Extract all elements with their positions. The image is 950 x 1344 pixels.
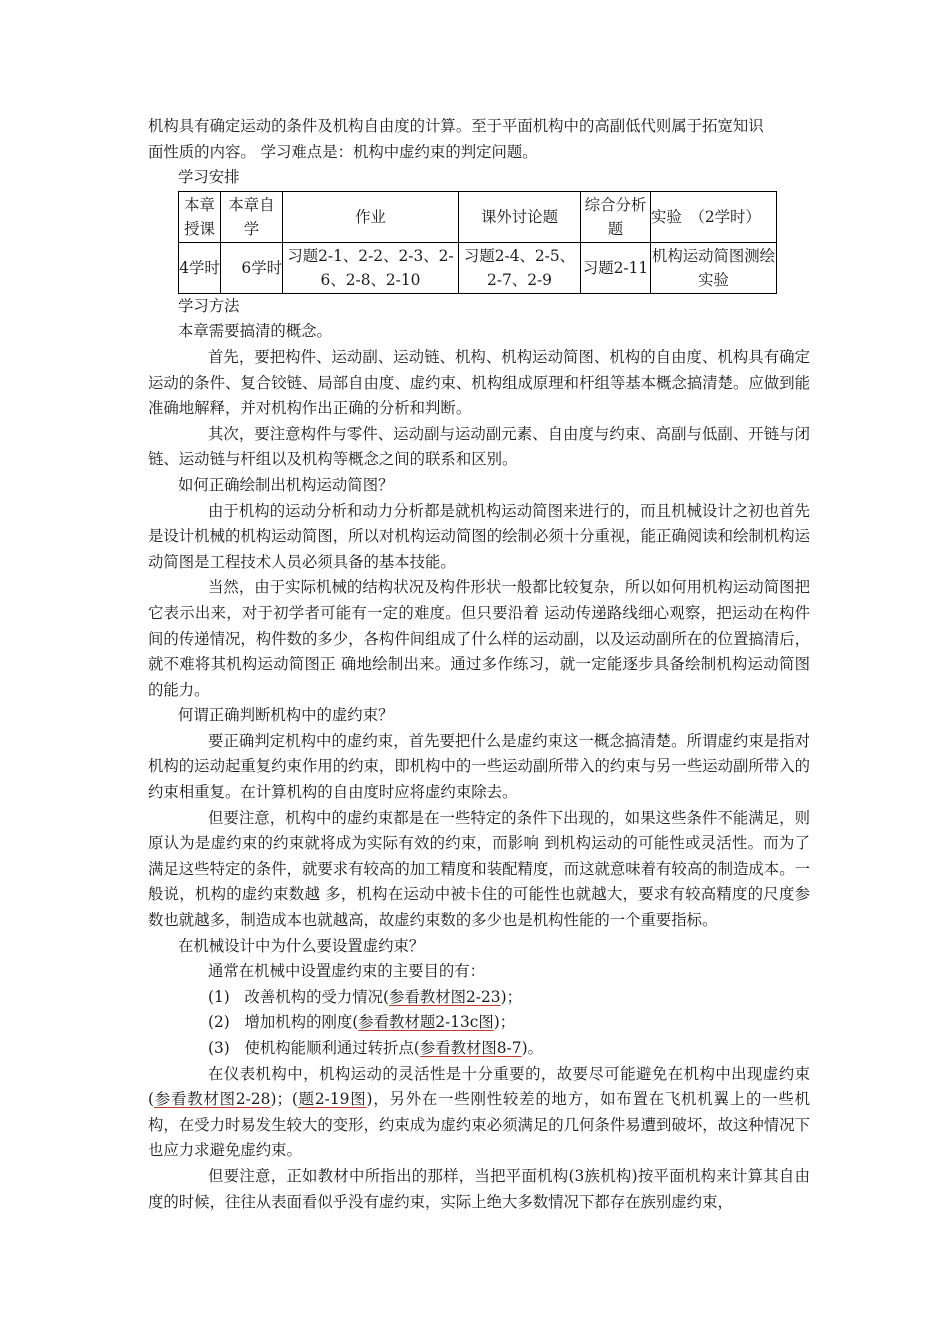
- method-heading: 学习方法: [178, 296, 240, 315]
- study-plan-table: [178, 191, 777, 294]
- instrument-text-a: 在仪表机构中，机构运动的灵活性是十分重要的，故要尽可能避免在机构中出现虚约束(: [148, 1064, 810, 1109]
- instrument-paragraph: [148, 1062, 810, 1164]
- draw-heading: 如何正确绘制出机构运动简图？: [178, 475, 394, 494]
- judge-paragraph-2: 但要注意，机构中的虚约束都是在一些特定的条件下出现的，如果这些条件不能满足，则原认为是虚约束的约束就将成为实际有效的约束，而影响 到机构运动的可能性或灵活性。而为了满足这些特定的条件，就要求有较高的加工精度和装配精度，而这就意味着有较高的制造成本。一般说，机构的虚约束数越 多，机构在运动中被卡住的可能性也就越大，要求有较高精度的尺度参数也就越多，制造成本也就越高，故虚约束数的多少也是机构性能的一个重要指标。: [148, 808, 810, 930]
- table-cell: 4学时: [179, 242, 221, 293]
- why-intro: 通常在机械中设置虚约束的主要目的有：: [208, 962, 486, 981]
- table-cell: 习题2-4、2-5、2-7、2-9: [459, 242, 581, 293]
- instrument-text-b: )；(: [270, 1090, 298, 1109]
- table-cell: 机构运动简图测绘实验: [651, 242, 777, 293]
- list-item-number: (1): [208, 987, 230, 1006]
- list-item-tail: )；: [500, 987, 522, 1006]
- table-header-cell: 实验 （2学时）: [651, 191, 777, 242]
- table-header-cell: 课外讨论题: [459, 191, 581, 242]
- list-item: [148, 1036, 810, 1062]
- last-paragraph: 但要注意，正如教材中所指出的那样，当把平面机构(3族机构)按平面机构来计算其自由度的时候，往往从表面看似乎没有虚约束，实际上绝大多数情况下都存在族别虚约束，: [148, 1166, 810, 1211]
- concepts-paragraph-1: 首先，要把构件、运动副、运动链、机构、机构运动简图、机构的自由度、机构具有确定运动的条件、复合铰链、局部自由度、虚约束、机构组成原理和杆组等基本概念搞清楚。应做到能准确地解释，并对机构作出正确的分析和判断。: [148, 347, 810, 418]
- instrument-text-c: )，另外在一些刚性较差的地方，如布置在飞机机翼上的一些机构，在受力时易发生较大的变形，约束成为虚约束必须满足的几何条件易遭到破坏，故这种情况下也应力求避免虚约束。: [148, 1090, 811, 1160]
- list-item-text: 改善机构的受力情况(: [244, 987, 390, 1006]
- list-item-text: 使机构能顺利通过转折点(: [244, 1039, 420, 1057]
- intro-line-2: 面性质的内容。 学习难点是：机构中虚约束的判定问题。: [148, 142, 538, 161]
- textbook-problem-link[interactable]: 题2-19图: [297, 1090, 367, 1109]
- table-header-cell: 作业: [283, 191, 459, 242]
- intro-line-1: 机构具有确定运动的条件及机构自由度的计算。至于平面机构中的高副低代则属于拓宽知识: [148, 117, 764, 135]
- table-cell: 6学时: [221, 242, 283, 293]
- draw-paragraph-2: 当然，由于实际机械的结构状况及构件形状一般都比较复杂，所以如何用机构运动简图把它表示出来，对于初学者可能有一定的难度。但只要沿着 运动传递路线细心观察，把运动在构件间的传递情况，构件数的多少，各构件间组成了什么样的运动副，以及运动副所在的位置搞清后，就不难将其机构运动简图正 确地绘制出来。通过多作练习，就一定能逐步具备绘制机构运动简图的能力。: [148, 578, 810, 699]
- table-header-cell: 本章授课: [179, 191, 221, 242]
- list-item-tail: )；: [493, 1013, 516, 1032]
- textbook-figure-link[interactable]: 参看教材图2-23: [389, 987, 501, 1006]
- judge-heading: 何谓正确判断机构中的虚约束？: [178, 706, 394, 725]
- table-cell: 习题2-1、2-2、2-3、2-6、2-8、2-10: [283, 242, 459, 293]
- table-header-cell: 综合分析题: [581, 191, 651, 242]
- list-item-number: (3): [208, 1039, 230, 1057]
- textbook-figure-link[interactable]: 参看教材图8-7: [419, 1039, 522, 1057]
- why-heading: 在机械设计中为什么要设置虚约束？: [178, 936, 425, 955]
- list-item-number: (2): [208, 1013, 230, 1032]
- list-item-tail: )。: [521, 1039, 543, 1057]
- table-cell: 习题2-11: [581, 242, 651, 293]
- textbook-figure-link[interactable]: 参看教材图2-28: [154, 1090, 271, 1109]
- list-item: [148, 1010, 810, 1036]
- concepts-paragraph-2: 其次，要注意构件与零件、运动副与运动副元素、自由度与约束、高副与低副、开链与闭链、运动链与杆组以及机构等概念之间的联系和区别。: [148, 424, 810, 469]
- document-page: [148, 114, 810, 1215]
- list-item-text: 增加机构的刚度(: [244, 1013, 359, 1032]
- list-item: [148, 985, 810, 1011]
- judge-paragraph-1: 要正确判定机构中的虚约束，首先要把什么是虚约束这一概念搞清楚。所谓虚约束是指对机构的运动起重复约束作用的约束，即机构中的一些运动副所带入的约束与另一些运动副所带入的约束相重复。在计算机构的自由度时应将虚约束除去。: [148, 731, 810, 802]
- plan-heading: 学习安排: [178, 168, 240, 187]
- table-header-cell: 本章自学: [221, 191, 283, 242]
- concepts-heading: 本章需要搞清的概念。: [178, 322, 332, 341]
- draw-paragraph-1: 由于机构的运动分析和动力分析都是就机构运动简图来进行的，而且机械设计之初也首先是设计机械的机构运动简图，所以对机构运动简图的绘制必须十分重视，能正确阅读和绘制机构运动简图是工程技术人员必须具备的基本技能。: [148, 501, 810, 571]
- table-header-row: [179, 191, 777, 242]
- textbook-problem-link[interactable]: 参看教材题2-13c图: [358, 1013, 494, 1032]
- table-row: [179, 242, 777, 293]
